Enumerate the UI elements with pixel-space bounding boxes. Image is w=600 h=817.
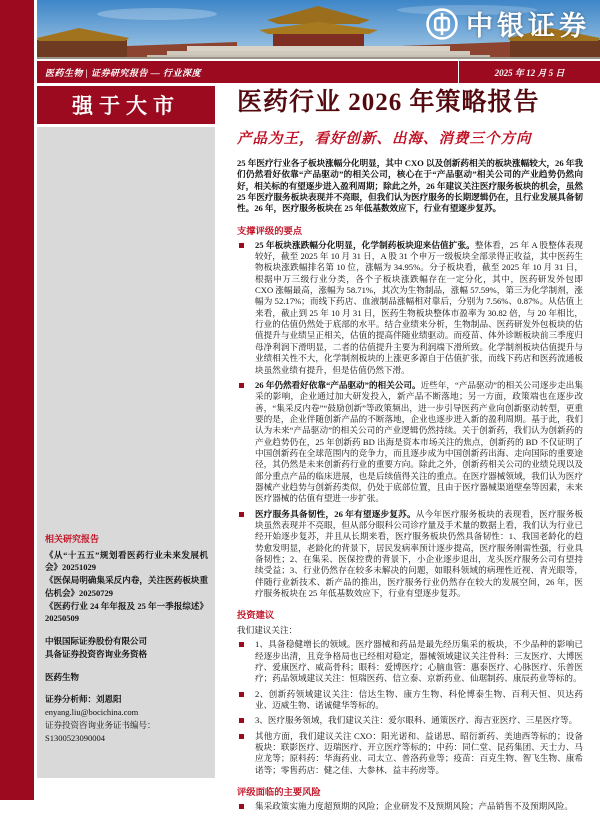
bullet-body: 其他方面，我们建议关注 CXO：阳光诺和、益诺思、昭衍新药、美迪西等标的；设备板块：联影医疗、迈瑞医疗、开立医疗等标的；中药：同仁堂、昆药集团、天士力、马应龙等；原料药：华海药业、司太立、普洛药业等；疫苗：百克生物、智飞生物、康希诺等；零售药店：健之佳、大参林、益丰药房等。 bbox=[255, 730, 583, 775]
invest-intro: 我们建议关注： bbox=[237, 625, 298, 636]
bullet-square-icon bbox=[239, 734, 244, 739]
bullet-body: 从今年医疗服务板块的表现看，医疗服务板块虽然表现并不亮眼，但从部分眼科公司诊疗量及手术量的数据上看，我们认为行业已经开始逐步复苏，并且从长期来看，医疗服务板块仍然具备韧性：1、我国老龄化的趋势愈发明显，老龄化的背景下，居民发病率预计逐步提高，医疗服务刚需性强，行业具备韧性；2、在集采、医保控费的背景下，小企业逐步退出，龙头医疗服务公司有望持续受益；3、行业仍然存在较多未解决的问题，如眼科领域的病理性近视、青光眼等，伴随行业新技术、新产品的推出，医疗服务行业仍然存在较大的发展空间，26 年，医疗服务板块在 25 年低基数效应下，行业有望逐步复苏。 bbox=[255, 508, 583, 599]
bullet-lead: 25 年板块涨跌幅分化明显，化学制药板块迎来估值扩张。 bbox=[255, 239, 475, 250]
support-points-list bbox=[237, 240, 583, 600]
related-reports-heading: 相关研究报告 bbox=[45, 534, 100, 544]
list-item bbox=[237, 731, 583, 776]
analyst-name: 证券分析师：刘恩阳 bbox=[45, 694, 122, 705]
related-report-link[interactable]: 《从“十五五”规划看医药行业未来发展机会》20251029 bbox=[45, 549, 208, 573]
bullet-square-icon bbox=[239, 512, 244, 517]
left-red-strip bbox=[0, 0, 34, 800]
bullet-lead: 医疗服务具备韧性，26 年有望逐步复苏。 bbox=[255, 508, 416, 519]
bullet-square-icon bbox=[239, 718, 244, 723]
bullet-lead: 26 年仍然看好依靠“产品驱动”的相关公司。 bbox=[255, 379, 421, 390]
bullet-square-icon bbox=[239, 692, 244, 697]
analyst-email[interactable]: enyang.liu@bocichina.com bbox=[45, 707, 139, 717]
list-item bbox=[237, 801, 583, 812]
brand-logo-text: 中银证券 bbox=[466, 11, 590, 41]
list-item bbox=[237, 639, 583, 684]
industry-label: 医药生物 bbox=[45, 671, 80, 682]
boc-coin-icon bbox=[425, 7, 459, 41]
classification-bar bbox=[37, 61, 600, 83]
list-item bbox=[237, 380, 583, 505]
bullet-square-icon bbox=[239, 243, 244, 248]
main-column bbox=[237, 88, 583, 817]
section-heading-support: 支撑评级的要点 bbox=[237, 226, 303, 237]
sidebar-content bbox=[37, 533, 215, 744]
list-item bbox=[237, 689, 583, 712]
bullet-square-icon bbox=[239, 642, 244, 647]
bullet-body: 2、创新药领域建议关注：信达生物、康方生物、科伦博泰生物、百利天恒、贝达药业、迈威生物、诺诚健华等标的。 bbox=[255, 688, 583, 711]
section-heading-risk: 评级面临的主要风险 bbox=[237, 788, 321, 799]
classification-text: 医药生物 | 证券研究报告 — 行业深度 bbox=[45, 67, 201, 78]
bullet-square-icon bbox=[239, 804, 244, 809]
page-title: 医药行业 2026 年策略报告 bbox=[237, 89, 540, 116]
bullet-body: 整体看，25 年 A 股整体表现较好，截至 2025 年 10 月 31 日，A 股 31 个申万一级板块全部录得正收益，其中医药生物板块涨跌幅排名第 10 位，涨幅为 34.95%。分子板块看，截至 2025 年 10 月 31 日，根据申万三级行业分类，各个子板块涨跌幅存在一定分化，其中，医药研发外包即 CXO 涨幅最高，涨幅为 58.71%，其次为生物制品，涨幅 57.59%，第三为化学制剂，涨幅为 52.17%；而线下药店、血液制品涨幅相对靠后，分别为 7.56%、0.87%。从估值上来看，截止到 25 年 10 月 31 日，医药生物板块整体市盈率为 30.82 倍，与 20 年相比，行业的估值仍然处于底部的水平。结合业绩来分析，生物制品、医药研发外包板块的估值提升与业绩呈正相关，估值的提高伴随业绩驱动。而疫苗、体外诊断板块前三季度归母净利润下滑明显，二者的估值提升主要为利润端下滑所致。化学制剂板块估值提升与业绩相关性不大，化学制剂板块的上涨更多源自于估值扩张，而线下药店和医药流通板块虽然业绩有提升，但是估值仍然下滑。 bbox=[255, 239, 583, 375]
list-item bbox=[237, 240, 583, 376]
bullet-body: 近些年，“产品驱动”的相关公司逐步走出集采的影响，企业通过加大研发投入，新产品不断落地；另一方面，政策端也在逐步改善，“集采反内卷”“鼓励创新”等政策频出，进一步引导医药产业向创新驱动转型，更重要的是，企业伴随创新产品的不断落地，企业也逐步进入新的盈利周期。基于此，我们认为未来“产品驱动”的相关公司的产业逻辑仍然持续。关于创新药，我们认为创新药的产业趋势仍在，25 年创新药 BD 出海是资本市场关注的焦点，创新药的 BD 不仅证明了中国创新药在全球范围内的竞争力，而且逐步成为中国创新药出海、走向国际的重要途径，其仍然是未来创新药行业的重要方向。除此之外，创新药相关公司的业绩兑现以及部分重点产品的临床进展，也是后续值得关注的重点。在医疗器械领域，我们认为医疗器械产业趋势与创新药类似，仍处于底部位置，且由于医疗器械渠道壁垒等因素，未来医疗器械的估值有望进一步扩张。 bbox=[255, 379, 583, 504]
header-photo-banner bbox=[37, 0, 600, 59]
bullet-square-icon bbox=[239, 383, 244, 388]
bullet-body: 3、医疗服务领域，我们建议关注：爱尔眼科、通策医疗、海吉亚医疗、三星医疗等。 bbox=[255, 715, 578, 726]
bullet-body: 集采政策实施力度超预期的风险；企业研发不及预期风险；产品销售不及预期风险。 bbox=[255, 801, 573, 812]
list-item bbox=[237, 509, 583, 600]
company-qualification: 具备证券投资咨询业务资格 bbox=[45, 648, 148, 659]
sidebar-panel bbox=[37, 127, 215, 778]
section-heading-invest: 投资建议 bbox=[237, 611, 275, 622]
analyst-cert-number: 证券投资咨询业务证书编号：S1300523090004 bbox=[45, 719, 156, 743]
list-item bbox=[237, 715, 583, 726]
rating-badge: 强于大市 bbox=[37, 86, 215, 124]
related-report-link[interactable]: 《医药行业 24 年年报及 25 年一季报综述》20250509 bbox=[45, 600, 208, 624]
company-name: 中银国际证券股份有限公司 bbox=[45, 636, 148, 646]
report-date: 2025 年 12 月 5 日 bbox=[458, 61, 600, 83]
brand-logo bbox=[425, 4, 590, 43]
related-report-link[interactable]: 《医保局明确集采反内卷，关注医药板块重估机会》20250729 bbox=[45, 575, 208, 598]
risk-list bbox=[237, 801, 583, 812]
page-subtitle: 产品为王，看好创新、出海、消费三个方向 bbox=[237, 131, 532, 147]
bullet-body: 1、具备稳健增长的领域。医疗器械和药品是最先经历集采的板块，不少品种的影响已经逐步出清，且竞争格局也已经相对稳定，器械领域建议关注骨科：三友医疗、大博医疗、爱康医疗、威高骨科；眼科：爱博医疗；心脑血管：惠泰医疗、心脉医疗、乐普医疗；药品领域建议关注：恒瑞医药、信立泰、京新药业、仙琚制药、康辰药业等标的。 bbox=[255, 639, 583, 684]
summary-paragraph: 25 年医疗行业各子板块涨幅分化明显，其中 CXO 以及创新药相关的板块涨幅较大，26 年我们仍然看好依靠“产品驱动”的相关公司，核心在于“产品驱动”相关公司的产业趋势仍然向好，相关标的有望逐步进入盈利周期；除此之外，26 年建议关注医疗服务板块的机会，虽然 25 年医疗服务板块表现并不亮眼，但我们认为医疗服务的长期逻辑仍在，且行业发展具备韧性。26 年，医疗服务板块在 25 年低基数效应下，行业有望逐步复苏。 bbox=[237, 158, 583, 214]
invest-list bbox=[237, 639, 583, 776]
